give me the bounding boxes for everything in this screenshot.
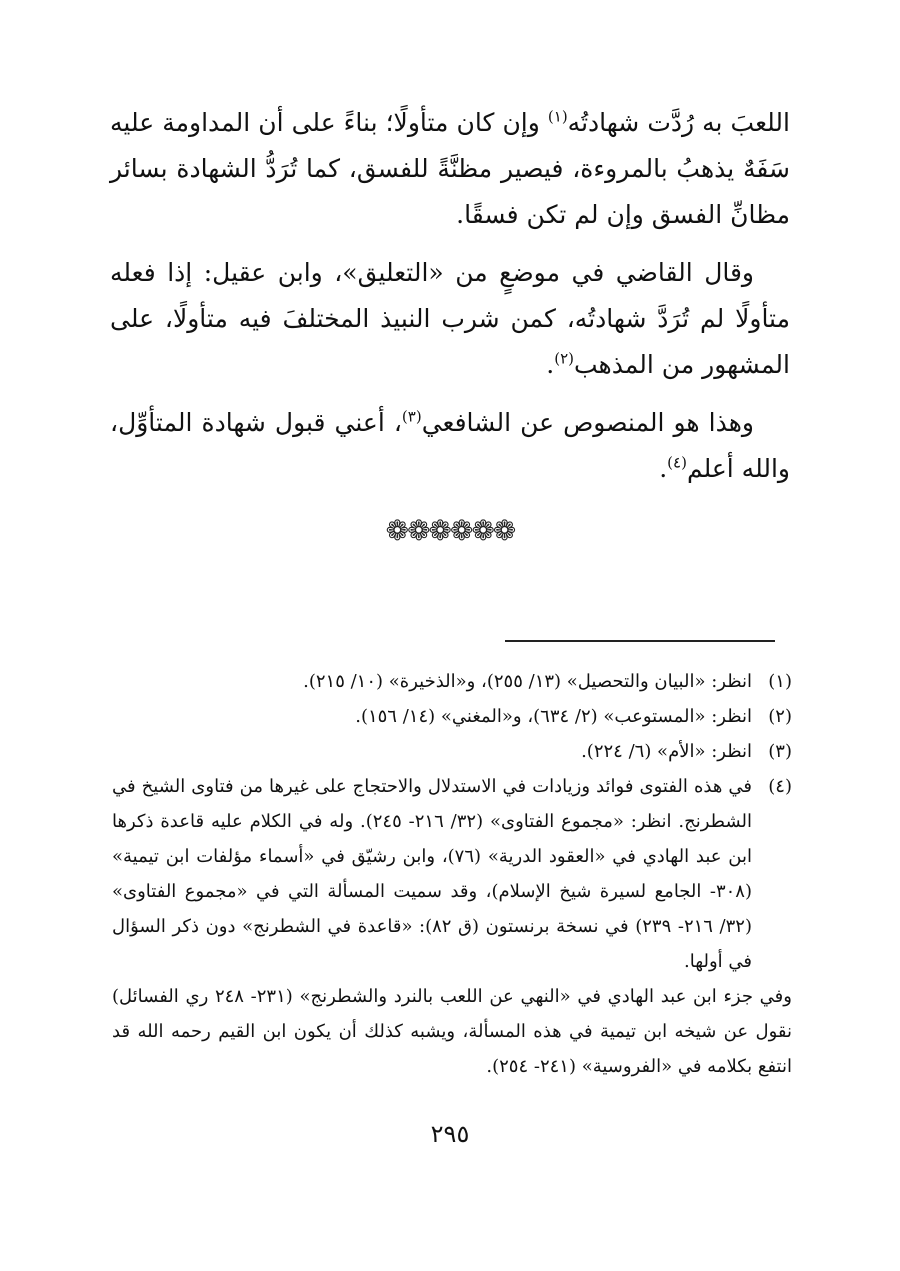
footnote-text: انظر: «المستوعب» (٢/ ٦٣٤)، و«المغني» (١٤/ ١٥٦). [355, 706, 752, 727]
footnote-4-continuation: وفي جزء ابن عبد الهادي في «النهي عن اللعب بالنرد والشطرنج» (٢٣١- ٢٤٨ ري الفسائل) نقول عن شيخه ابن تيمية في هذه المسألة، ويشبه كذلك أن يكون ابن القيم رحمه الله قد انتفع بكلامه في «الفروسية» (٢٤١- ٢٥٤). [112, 986, 792, 1077]
footnotes [112, 664, 792, 1084]
footnote-number: (٤) [768, 776, 792, 797]
paragraph-3-text-b: ، أعني قبول شهادة المتأوِّل، والله أعلم [110, 408, 790, 483]
section-ornament: ❁❁❁❁❁❁ [385, 514, 515, 547]
paragraph-2 [110, 250, 790, 388]
footnote-2 [112, 699, 792, 734]
paragraph-2-text-b: . [546, 350, 555, 379]
footnote-1 [112, 664, 792, 699]
footnote-ref-2[interactable]: (٢) [554, 349, 574, 368]
paragraph-1-text-a: اللعبَ به رُدَّت شهادتُه [567, 108, 790, 137]
footnote-number: (٣) [768, 741, 792, 762]
footnote-number: (٢) [768, 706, 792, 727]
footnote-text: في هذه الفتوى فوائد وزيادات في الاستدلال والاحتجاج على غيرها من فتاوى الشيخ في الشطرنج. انظر: «مجموع الفتاوى» (٣٢/ ٢١٦- ٢٤٥). وله في الكلام عليه قاعدة ذكرها ابن عبد الهادي في «العقود الدرية» (٧٦)، وابن رشيّق في «أسماء مؤلفات ابن تيمية» (٣٠٨- الجامع لسيرة شيخ الإسلام)، وقد سميت المسألة التي في «مجموع الفتاوى» (٣٢/ ٢١٦- ٢٣٩) في نسخة برنستون (ق ٨٢): «قاعدة في الشطرنج» دون ذكر السؤال في أولها. [112, 776, 752, 972]
footnote-text: انظر: «الأم» (٦/ ٢٢٤). [581, 741, 752, 762]
page-number: ٢٩٥ [430, 1120, 470, 1148]
paragraph-3-text-c: . [659, 454, 668, 483]
footnote-number: (١) [768, 671, 792, 692]
paragraph-3-text-a: وهذا هو المنصوص عن الشافعي [421, 408, 754, 437]
footnote-4 [112, 769, 792, 979]
footnote-3 [112, 734, 792, 769]
paragraph-3 [110, 400, 790, 492]
paragraph-1-text-b: وإن كان متأولًا؛ بناءً على أن المداومة عليه سَفَهٌ يذهبُ بالمروءة، فيصير مظنَّةً للفسق، كما تُرَدُّ الشهادة بسائر مظانِّ الفسق وإن لم تكن فسقًا. [110, 108, 790, 229]
paragraph-2-text-a: وقال القاضي في موضعٍ من «التعليق»، وابن عقيل: إذا فعله متأولًا لم تُرَدَّ شهادتُه، كمن شرب النبيذ المختلفَ فيه متأولًا، على المشهور من المذهب [110, 258, 790, 379]
main-text [110, 100, 790, 547]
footnote-ref-3[interactable]: (٣) [401, 407, 422, 426]
paragraph-1 [110, 100, 790, 238]
footnote-divider [505, 640, 775, 642]
footnote-ref-1[interactable]: (١) [547, 107, 568, 126]
footnote-ref-4[interactable]: (٤) [667, 453, 687, 472]
footnote-text: انظر: «البيان والتحصيل» (١٣/ ٢٥٥)، و«الذخيرة» (١٠/ ٢١٥). [303, 671, 752, 692]
